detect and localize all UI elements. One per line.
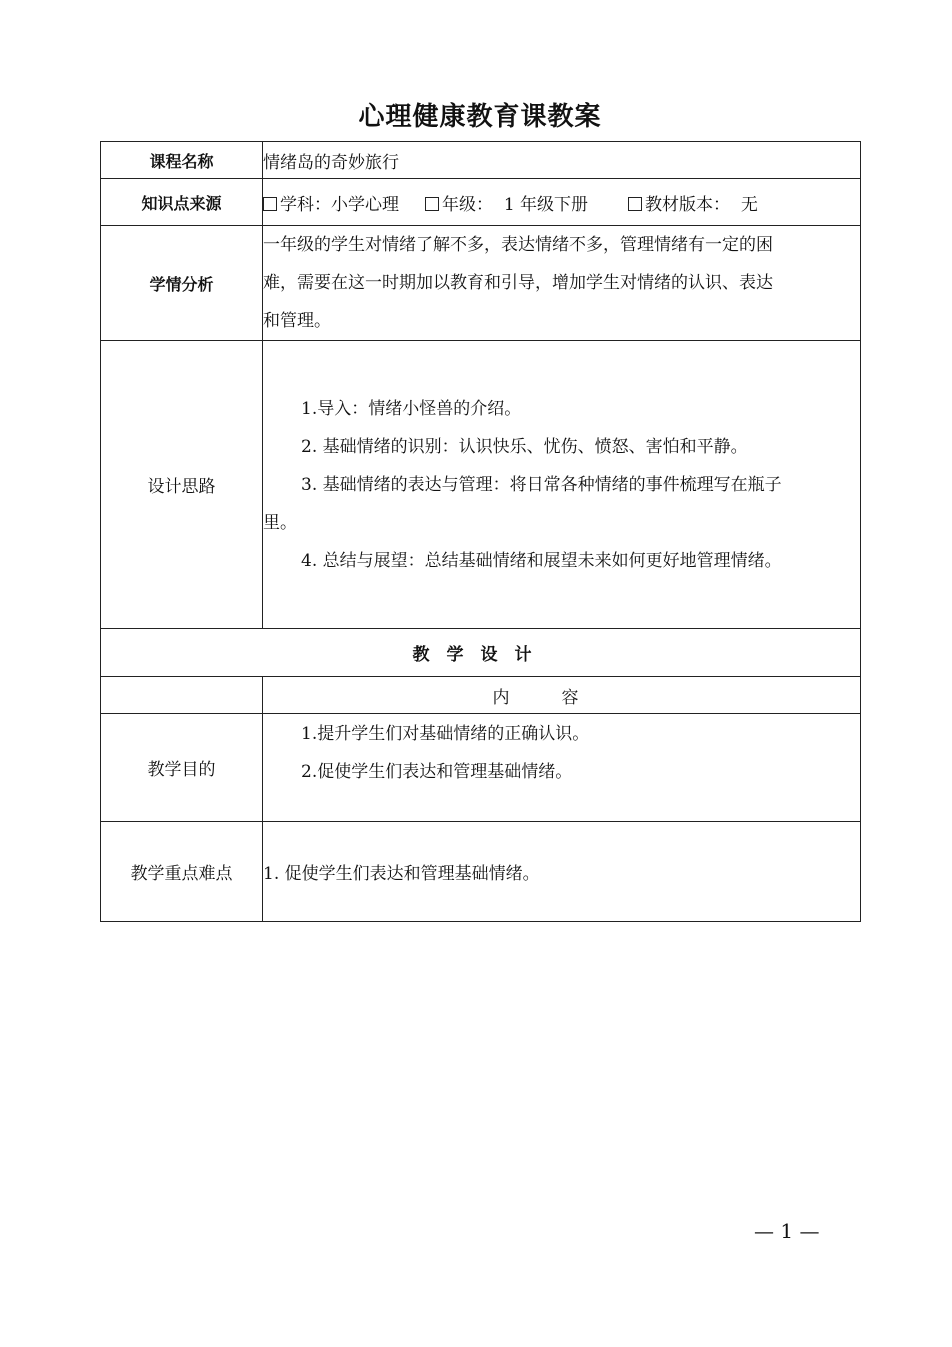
objective-item: 1.提升学生们对基础情绪的正确认识。 [301,724,590,744]
empty-cell [101,677,263,714]
source-value [263,179,861,226]
document-title: 心理健康教育课教案 [358,102,602,132]
edition-label: 教材版本： [645,194,731,215]
page-number: — 1 — [754,1219,820,1243]
analysis-line: 一年级的学生对情绪了解不多，表达情绪不多，管理情绪有一定的困 [263,235,773,255]
subject-label: 学科： [280,194,331,215]
design-idea-item: 3. 基础情绪的表达与管理：将日常各种情绪的事件梳理写在瓶子 [301,474,782,495]
teaching-design-heading: 教学设计 [101,629,861,677]
objectives-label: 教学目的 [101,714,263,822]
lesson-plan-table [100,141,861,922]
grade-value: 1 年级下册 [503,194,589,215]
analysis-value [263,226,861,341]
design-idea-value [263,341,861,629]
grade-label: 年级： [442,194,493,215]
teaching-design-row [101,629,861,677]
course-name-value: 情绪岛的奇妙旅行 [263,142,861,179]
edition-value: 无 [740,194,758,215]
design-idea-item: 里。 [263,512,297,533]
design-idea-item: 1.导入：情绪小怪兽的介绍。 [301,398,522,419]
source-label: 知识点来源 [101,179,263,226]
design-idea-label: 设计思路 [101,341,263,629]
course-name-row [101,142,861,179]
subject-value: 小学心理 [331,194,399,215]
analysis-line: 和管理。 [263,311,331,331]
key-points-value: 1. 促使学生们表达和管理基础情绪。 [263,822,861,922]
source-row [101,179,861,226]
course-name-label: 课程名称 [101,142,263,179]
objective-item: 2.促使学生们表达和管理基础情绪。 [301,762,573,782]
content-header: 内容 [263,677,861,714]
design-idea-item: 4. 总结与展望：总结基础情绪和展望未来如何更好地管理情绪。 [301,550,782,571]
objectives-row [101,714,861,822]
key-points-label: 教学重点难点 [101,822,263,922]
grade-checkbox[interactable] [425,197,439,211]
analysis-line: 难，需要在这一时期加以教育和引导，增加学生对情绪的认识、表达 [263,273,773,293]
subject-checkbox[interactable] [263,197,277,211]
analysis-row [101,226,861,341]
design-idea-item: 2. 基础情绪的识别：认识快乐、忧伤、愤怒、害怕和平静。 [301,436,748,457]
analysis-label: 学情分析 [101,226,263,341]
edition-checkbox[interactable] [628,197,642,211]
design-idea-row [101,341,861,629]
objectives-value [263,714,861,822]
content-header-row [101,677,861,714]
key-points-row [101,822,861,922]
